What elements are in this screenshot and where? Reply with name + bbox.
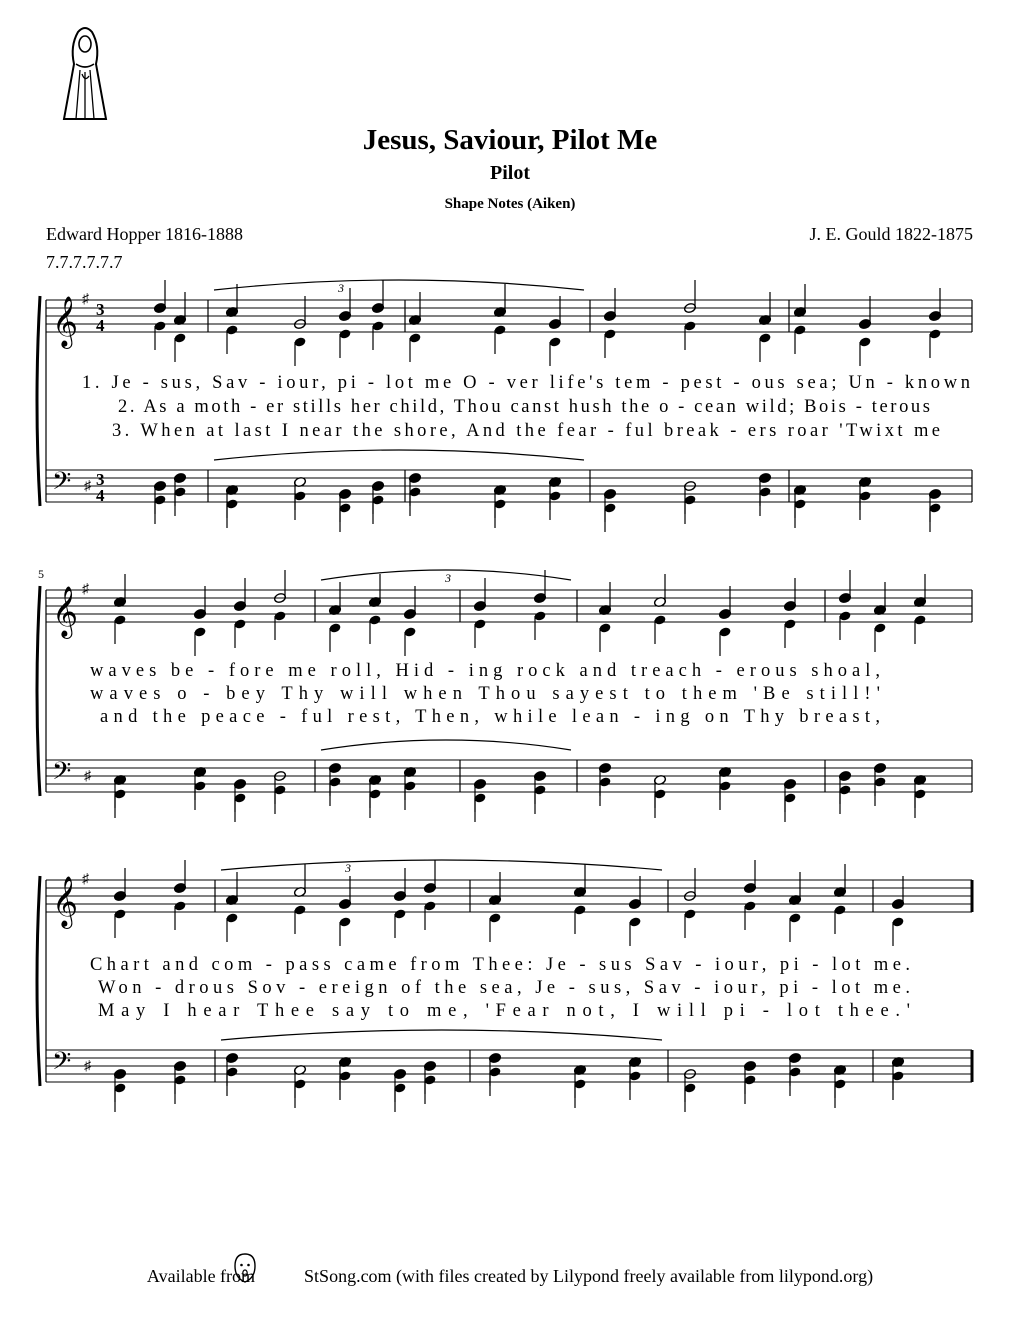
note	[368, 574, 381, 644]
lyric-line-verse-2: waves o - bey Thy will when Thou sayest to them 'Be still!'	[90, 684, 880, 704]
note	[113, 868, 126, 938]
lyric-line-verse-1: Chart and com - pass came from Thee: Je - sus Sav - iour, pi - lot me.	[90, 955, 911, 975]
key-signature-sharp: ♯	[82, 582, 89, 597]
time-signature-bottom: 4	[96, 316, 105, 335]
note	[891, 876, 904, 946]
note	[338, 876, 351, 946]
note	[403, 766, 416, 810]
note	[858, 296, 871, 366]
note	[891, 1056, 904, 1100]
note	[783, 778, 796, 822]
note	[488, 872, 501, 942]
tune-name: Pilot	[490, 162, 530, 184]
note	[153, 280, 166, 350]
stsong-face-icon	[233, 1252, 257, 1286]
system-bracket	[37, 586, 40, 796]
note	[393, 868, 406, 938]
note	[173, 292, 186, 362]
measure-number: 5	[38, 567, 44, 581]
key-signature-sharp: ♯	[84, 1059, 91, 1074]
note	[533, 570, 546, 640]
note	[225, 284, 238, 354]
footer	[0, 1266, 1020, 1287]
system-bracket	[37, 296, 40, 506]
lyric-line-verse-1: 1. Je - sus, Sav - iour, pi - lot me O - ver life's tem - pest - ous sea; Un - known	[82, 373, 971, 393]
bass-staff	[46, 1030, 972, 1112]
note	[718, 766, 731, 810]
note	[338, 1056, 351, 1100]
bass-staff	[46, 740, 972, 822]
treble-clef-icon: 𝄞	[52, 586, 79, 637]
slur	[214, 450, 584, 460]
note	[408, 292, 421, 362]
key-signature-sharp: ♯	[82, 872, 89, 887]
note	[113, 1068, 126, 1112]
poet-credit: Edward Hopper 1816-1888	[46, 224, 243, 244]
note	[293, 864, 306, 934]
note	[473, 778, 486, 822]
slur	[221, 860, 662, 870]
note	[113, 574, 126, 644]
treble-clef-icon: 𝄞	[52, 876, 79, 927]
hymn-title: Jesus, Saviour, Pilot Me	[362, 124, 658, 156]
footer-prefix: Available from	[146, 1266, 256, 1286]
note	[573, 1064, 586, 1108]
note	[573, 864, 586, 934]
key-signature-sharp: ♯	[84, 479, 91, 494]
note	[293, 296, 306, 366]
note	[493, 484, 506, 528]
note	[493, 284, 506, 354]
system-2	[37, 567, 972, 822]
note	[928, 488, 941, 532]
system-1	[37, 280, 972, 532]
note	[225, 484, 238, 528]
tuplet-label: 3	[345, 861, 351, 875]
note	[233, 578, 246, 648]
treble-staff	[46, 570, 972, 656]
slur	[214, 280, 584, 290]
note	[371, 280, 384, 350]
note	[758, 292, 771, 362]
bass-staff	[46, 450, 972, 532]
note	[393, 1068, 406, 1112]
note	[858, 476, 871, 520]
lyric-line-verse-3: May I hear Thee say to me, 'Fear not, I will pi - lot thee.'	[98, 1001, 911, 1021]
note	[653, 774, 666, 818]
lyric-line-verse-3: 3. When at last I near the shore, And the fear - ful break - ers roar 'Twixt me	[112, 421, 940, 441]
note	[293, 476, 306, 520]
time-signature-bottom: 4	[96, 486, 105, 505]
note	[683, 868, 696, 938]
note	[473, 578, 486, 648]
note	[653, 574, 666, 644]
note	[928, 288, 941, 358]
note	[833, 1064, 846, 1108]
time-signature-top: 3	[96, 470, 105, 489]
lyric-line-verse-1: waves be - fore me roll, Hid - ing rock and treach - erous shoal,	[90, 661, 880, 681]
note	[338, 288, 351, 358]
footer-text: StSong.com (with files created by Lilypond freely available from lilypond.org)	[304, 1266, 874, 1286]
slur	[221, 1030, 662, 1040]
note	[273, 570, 286, 640]
note	[113, 774, 126, 818]
time-signature-top: 3	[96, 300, 105, 319]
tuplet-label: 3	[338, 281, 344, 295]
note	[718, 586, 731, 656]
note	[873, 582, 886, 652]
note	[628, 876, 641, 946]
hymn-meter: 7.7.7.7.7.7	[46, 252, 123, 272]
note	[193, 586, 206, 656]
note	[783, 578, 796, 648]
tuplet-label: 3	[445, 571, 451, 585]
bass-clef-icon: 𝄢	[52, 1047, 72, 1082]
system-bracket	[37, 876, 40, 1086]
note	[338, 488, 351, 532]
note	[328, 582, 341, 652]
note	[603, 288, 616, 358]
key-signature-sharp: ♯	[82, 292, 89, 307]
note	[793, 484, 806, 528]
lyric-line-verse-3: and the peace - ful rest, Then, while lean - ing on Thy breast,	[100, 707, 881, 727]
note	[833, 864, 846, 934]
note	[598, 582, 611, 652]
lyric-line-verse-2: Won - drous Sov - ereign of the sea, Je - sus, Sav - iour, pi - lot me.	[98, 978, 910, 998]
note	[793, 284, 806, 354]
note	[293, 1064, 306, 1108]
note	[423, 860, 436, 930]
note	[233, 778, 246, 822]
note	[603, 488, 616, 532]
note	[913, 574, 926, 644]
lyric-line-verse-2: 2. As a moth - er stills her child, Thou canst hush the o - cean wild; Bois - terous	[118, 397, 930, 417]
note	[403, 586, 416, 656]
treble-clef-icon: 𝄞	[52, 296, 79, 347]
note	[173, 860, 186, 930]
system-3	[37, 860, 972, 1112]
note	[683, 280, 696, 350]
note	[368, 774, 381, 818]
note	[743, 860, 756, 930]
notation-style: Shape Notes (Aiken)	[444, 196, 576, 212]
note	[225, 872, 238, 942]
note	[193, 766, 206, 810]
composer-credit: J. E. Gould 1822-1875	[809, 224, 973, 244]
bass-clef-icon: 𝄢	[52, 757, 72, 792]
note	[913, 774, 926, 818]
note	[548, 476, 561, 520]
note	[788, 872, 801, 942]
treble-staff	[46, 280, 972, 366]
note	[838, 570, 851, 640]
note	[548, 296, 561, 366]
slur	[321, 740, 571, 750]
bass-clef-icon: 𝄢	[52, 467, 72, 502]
key-signature-sharp: ♯	[84, 769, 91, 784]
note	[683, 1068, 696, 1112]
treble-staff	[46, 860, 972, 946]
note	[628, 1056, 641, 1100]
